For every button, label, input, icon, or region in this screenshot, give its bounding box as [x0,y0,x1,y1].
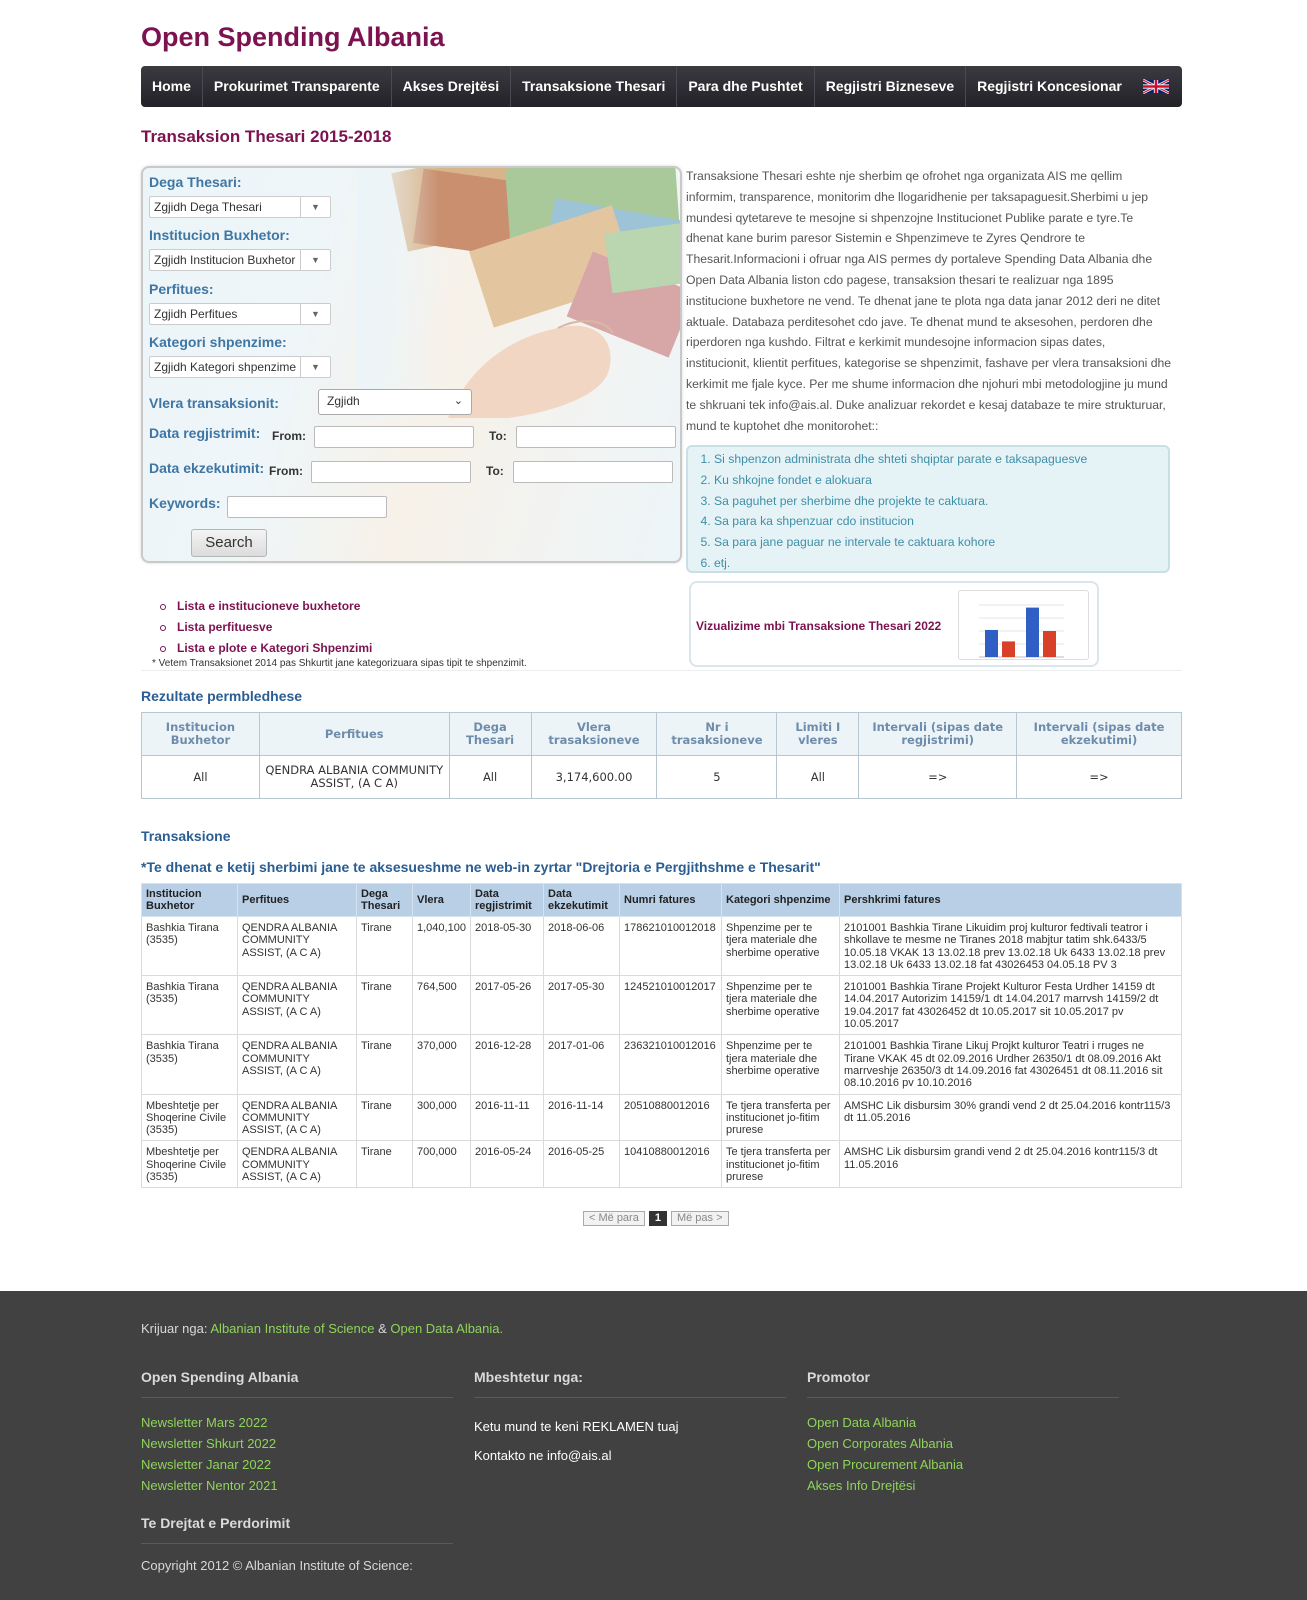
footer-col-supported-by [474,1369,786,1470]
column-header[interactable]: Data regjistrimit [471,884,544,917]
summary-header: Institucion Buxhetor [142,713,260,756]
table-cell: 20510880012016 [620,1094,722,1141]
viz-bar [1026,608,1039,657]
visualization-box[interactable] [689,581,1099,667]
bar-chart-icon[interactable] [958,590,1089,660]
table-cell: 2101001 Bashkia Tirane Likuidim proj kulturor fedtivali teatror i shkollave te mesme ne Tiranes 2018 mabjtur tatim shk.6433/5 10.05.18 VKAK 13 13.02.18 prev 13.02.18 Uk 6433 13.02.18 prev 13.02.18 Uk 6433 13.02.18 fat 43026453 04.05.18 PV 3 [840,917,1182,976]
viz-bar [1043,631,1056,657]
newsletter-link[interactable]: Newsletter Mars 2022 [141,1415,268,1430]
transactions-table [141,883,1182,1188]
perfitues-select-value: Zgjidh Perfitues [154,307,238,321]
summary-row [142,756,1182,799]
table-cell: 2016-11-14 [544,1094,620,1141]
promotor-link[interactable]: Open Procurement Albania [807,1457,964,1472]
keywords-label: Keywords: [149,495,221,511]
resource-links [161,596,372,659]
nav-akses-drejtesi[interactable]: Akses Drejtësi [392,66,512,107]
footer [0,1291,1307,1600]
table-cell: Tirane [357,1141,413,1188]
table-row [142,1141,1182,1188]
table-cell: Bashkia Tirana (3535) [142,917,238,976]
prev-page-button[interactable]: < Më para [583,1211,645,1226]
table-cell: Tirane [357,917,413,976]
table-cell: 2101001 Bashkia Tirane Likuj Projkt kulturor Teatri i rruges ne Tirane VKAK 45 dt 02.09.2016 Urdher 26350/1 dt 08.09.2016 Akt marrveshje 26350/3 dt 14.09.2016 fat 43026451 dt 08.11.2016 sit 08.10.2016 pv 10.10.2016 [840,1035,1182,1094]
chevron-down-icon[interactable]: ▼ [300,250,330,270]
table-cell: QENDRA ALBANIA COMMUNITY ASSIST, (A C A) [238,917,357,976]
column-header[interactable]: Dega Thesari [357,884,413,917]
nav-transaksione-thesari[interactable]: Transaksione Thesari [511,66,677,107]
search-panel [141,166,682,563]
institucion-label: Institucion Buxhetor: [149,227,290,243]
table-cell: Tirane [357,976,413,1035]
summary-title: Rezultate permbledhese [141,688,303,704]
nav-regjistri-koncesionar[interactable]: Regjistri Koncesionar [977,78,1122,94]
table-cell: Bashkia Tirana (3535) [142,976,238,1035]
main-nav [141,66,1182,107]
newsletter-link[interactable]: Newsletter Shkurt 2022 [141,1436,277,1451]
table-cell: AMSHC Lik disbursim grandi vend 2 dt 25.04.2016 kontr115/3 dt 11.05.2016 [840,1141,1182,1188]
question-item: 3. Sa paguhet per sherbime dhe projekte te caktuara. [714,491,1168,512]
chevron-down-icon[interactable]: ▼ [300,357,330,377]
question-item: 5. Sa para jane paguar ne intervale te caktuara kohore [714,532,1168,553]
table-cell: 2016-05-25 [544,1141,620,1188]
chevron-down-icon[interactable]: ▼ [300,304,330,324]
ekzekutimit-to-label: To: [486,464,504,478]
table-cell: QENDRA ALBANIA COMMUNITY ASSIST, (A C A) [238,1035,357,1094]
summary-header: Intervali (sipas date ekzekutimi) [1017,713,1182,756]
nav-home[interactable]: Home [141,66,203,107]
ekzekutimit-label: Data ekzekutimit: [149,460,265,476]
divider [141,670,1182,671]
ais-link[interactable]: Albanian Institute of Science [210,1321,375,1336]
link-institucione-buxhetore[interactable]: Lista e institucioneve buxhetore [177,596,372,617]
table-cell: 1,040,100 [413,917,471,976]
table-cell: 2016-11-11 [471,1094,544,1141]
credit-prefix: Krijuar nga: [141,1321,208,1336]
ad-text: Ketu mund te keni REKLAMEN tuaj [474,1419,679,1434]
newsletter-link[interactable]: Newsletter Janar 2022 [141,1457,272,1472]
table-cell: Tirane [357,1094,413,1141]
regjistrimit-from-input[interactable] [314,426,474,448]
summary-cell: All [449,756,531,799]
transactions-title: Transaksione [141,828,231,844]
column-header[interactable]: Data ekzekutimit [544,884,620,917]
regjistrimit-label: Data regjistrimit: [149,425,261,441]
table-cell: QENDRA ALBANIA COMMUNITY ASSIST, (A C A) [238,976,357,1035]
table-cell: 10410880012016 [620,1141,722,1188]
table-cell: AMSHC Lik disbursim 30% grandi vend 2 dt 25.04.2016 kontr115/3 dt 11.05.2016 [840,1094,1182,1141]
column-header[interactable]: Perfitues [238,884,357,917]
table-cell: 370,000 [413,1035,471,1094]
table-cell: Mbeshtetje per Shoqerine Civile (3535) [142,1094,238,1141]
table-cell: 2017-05-30 [544,976,620,1035]
table-cell: 2017-01-06 [544,1035,620,1094]
promotor-link[interactable]: Akses Info Drejtësi [807,1478,916,1493]
questions-box [686,445,1170,573]
summary-header: Limiti I vleres [777,713,859,756]
table-cell: 2016-05-24 [471,1141,544,1188]
vlera-label: Vlera transaksionit: [149,395,279,411]
table-cell: QENDRA ALBANIA COMMUNITY ASSIST, (A C A) [238,1094,357,1141]
footer-col-open-spending [141,1369,453,1496]
ekzekutimit-to-input[interactable] [513,461,673,483]
table-cell: 124521010012017 [620,976,722,1035]
nav-prokurimet[interactable]: Prokurimet Transparente [203,66,392,107]
footer-col-promotor [807,1369,1119,1496]
contact-text: Kontakto ne info@ais.al [474,1448,612,1463]
dega-select-value: Zgjidh Dega Thesari [154,200,262,214]
visualization-link[interactable]: Vizualizime mbi Transaksione Thesari 2022 [696,619,942,633]
kategori-select[interactable] [149,356,331,378]
credit-and: & [378,1321,387,1336]
uk-flag-icon[interactable] [1143,79,1169,94]
summary-cell: 3,174,600.00 [531,756,657,799]
viz-bar [985,630,998,657]
column-header[interactable]: Institucion Buxhetor [142,884,238,917]
chevron-down-icon: ⌄ [453,395,463,407]
column-header[interactable]: Vlera [413,884,471,917]
money-image [358,168,682,418]
footer-credit [141,1321,503,1336]
column-header[interactable]: Pershkrimi fatures [840,884,1182,917]
table-cell: 236321010012016 [620,1035,722,1094]
next-page-button[interactable]: Më pas > [671,1211,729,1226]
question-item: 6. etj. [714,553,1168,574]
table-cell: Shpenzime per te tjera materiale dhe sherbime operative [722,976,840,1035]
transactions-header-row [142,884,1182,917]
table-cell: Te tjera transferta per institucionet jo-fitim prurese [722,1094,840,1141]
table-cell: Shpenzime per te tjera materiale dhe sherbime operative [722,1035,840,1094]
institucion-select-value: Zgjidh Institucion Buxhetor [154,253,296,267]
section-title: Transaksion Thesari 2015-2018 [141,127,392,146]
summary-header-row [142,713,1182,756]
table-cell: 2018-06-06 [544,917,620,976]
table-cell: 700,000 [413,1141,471,1188]
viz-bar [1002,641,1015,657]
search-button[interactable]: Search [191,529,267,557]
link-perfituesve[interactable]: Lista perfituesve [177,617,372,638]
dega-select[interactable] [149,196,331,218]
footer-rights [141,1515,453,1573]
table-cell: QENDRA ALBANIA COMMUNITY ASSIST, (A C A) [238,1141,357,1188]
ekzekutimit-from-input[interactable] [311,461,471,483]
column-header[interactable]: Numri fatures [620,884,722,917]
table-cell: 2018-05-30 [471,917,544,976]
vlera-select[interactable] [318,389,472,415]
keywords-input[interactable] [227,496,387,518]
summary-cell: => [859,756,1017,799]
summary-header: Perfitues [259,713,449,756]
footnote: * Vetem Transaksionet 2014 pas Shkurtit jane kategorizuara sipas tipit te shpenzimit. [152,658,527,669]
official-source-notice: *Te dhenat e ketij sherbimi jane te aksesueshme ne web-in zyrtar "Drejtoria e Pergjithshme e Thesarit" [141,859,821,875]
regjistrimit-from-label: From: [272,429,306,443]
open-data-albania-link[interactable]: Open Data Albania. [390,1321,504,1336]
table-cell: 764,500 [413,976,471,1035]
newsletter-link[interactable]: Newsletter Nentor 2021 [141,1478,278,1493]
dega-label: Dega Thesari: [149,174,242,190]
summary-table [141,712,1182,799]
table-cell: 2017-05-26 [471,976,544,1035]
footer-col-title: Open Spending Albania [141,1369,453,1398]
question-item: 1. Si shpenzon administrata dhe shteti shqiptar parate e taksapaguesve [714,449,1168,470]
vlera-select-value: Zgjidh [327,394,360,408]
summary-cell: QENDRA ALBANIA COMMUNITY ASSIST, (A C A) [259,756,449,799]
table-cell: Shpenzime per te tjera materiale dhe sherbime operative [722,917,840,976]
kategori-label: Kategori shpenzime: [149,334,287,350]
question-item: 2. Ku shkojne fondet e alokuara [714,470,1168,491]
nav-para-dhe-pushtet[interactable]: Para dhe Pushtet [677,66,814,107]
summary-cell: 5 [657,756,777,799]
summary-cell: => [1017,756,1182,799]
nav-regjistri-bizneseve[interactable]: Regjistri Bizneseve [815,66,966,107]
promotor-link[interactable]: Open Data Albania [807,1415,917,1430]
summary-cell: All [777,756,859,799]
kategori-select-value: Zgjidh Kategori shpenzime [154,360,297,374]
service-description: Transaksione Thesari eshte nje sherbim qe ofrohet nga organizata AIS me qellim informim, transparence, monitorim dhe llogaridhenie per taksapaguesit.Sherbimi u jep mundesi qytetareve te mesojne si shpenzojne Institucionet Publike parate e tyre.Te dhenat kane burim paresor Sistemin e Shpenzimeve te Zyres Qendrore te Thesarit.Informacioni i ofruar nga AIS permes dy portaleve Spending Data Albania dhe Open Data Albania liston cdo pagese, transaksion thesari te realizuar nga 1895 institucione buxhetore ne vend. Te dhenat jane te plota nga data janar 2012 deri ne ditet aktuale. Databaza perditesohet cdo jave. Te dhenat mund te aksesohen, perdoren dhe riperdoren nga kushdo. Filtrat e kerkimit mundesojne informacion sipas dates, institucionit, klientit perfitues, kategorise se shpenzimit, fashave per vlera transaksioni dhe kerkimit me fjale kyce. Per me shume informacion dhe njohuri mbi metodologjine ju mund te shkruani tek info@ais.al. Duke analizuar rekordet e kesaj databaze te mire strukturuar, mund te kuptohet dhe monitorohet:: [686,169,1172,433]
table-cell: 178621010012018 [620,917,722,976]
summary-header: Nr i trasaksioneve [657,713,777,756]
table-cell: 2016-12-28 [471,1035,544,1094]
column-header[interactable]: Kategori shpenzime [722,884,840,917]
table-row [142,917,1182,976]
table-row [142,1094,1182,1141]
chevron-down-icon[interactable]: ▼ [300,197,330,217]
rights-title[interactable]: Te Drejtat e Perdorimit [141,1515,453,1544]
table-cell: Tirane [357,1035,413,1094]
footer-col-title: Mbeshtetur nga: [474,1369,786,1398]
perfitues-label: Perfitues: [149,281,214,297]
summary-header: Dega Thesari [449,713,531,756]
table-cell: Mbeshtetje per Shoqerine Civile (3535) [142,1141,238,1188]
pagination [583,1211,729,1226]
copyright-text: Copyright 2012 © Albanian Institute of Science: [141,1558,413,1573]
promotor-link[interactable]: Open Corporates Albania [807,1436,953,1451]
regjistrimit-to-input[interactable] [516,426,676,448]
regjistrimit-to-label: To: [489,429,507,443]
table-row [142,976,1182,1035]
table-cell: 300,000 [413,1094,471,1141]
table-cell: Bashkia Tirana (3535) [142,1035,238,1094]
perfitues-select[interactable] [149,303,331,325]
ekzekutimit-from-label: From: [269,464,303,478]
table-cell: Te tjera transferta per institucionet jo-fitim prurese [722,1141,840,1188]
question-item: 4. Sa para ka shpenzuar cdo institucion [714,511,1168,532]
current-page[interactable]: 1 [649,1211,667,1226]
table-row [142,1035,1182,1094]
link-kategori-shpenzimi[interactable]: Lista e plote e Kategori Shpenzimi [177,638,372,659]
site-title[interactable]: Open Spending Albania [141,22,445,52]
table-cell: 2101001 Bashkia Tirane Projekt Kulturor Festa Urdher 14159 dt 14.04.2017 Autorizim 14159/1 dt 14.04.2017 marrvsh 14159/2 dt 19.04.2017 fat 43026452 dt 10.05.2017 sit 10.05.2017 pv 10.05.2017 [840,976,1182,1035]
summary-header: Intervali (sipas date regjistrimi) [859,713,1017,756]
summary-cell: All [142,756,260,799]
summary-header: Vlera trasaksioneve [531,713,657,756]
institucion-select[interactable] [149,249,331,271]
bar-chart-graphic [959,591,1090,661]
footer-col-title: Promotor [807,1369,1119,1398]
